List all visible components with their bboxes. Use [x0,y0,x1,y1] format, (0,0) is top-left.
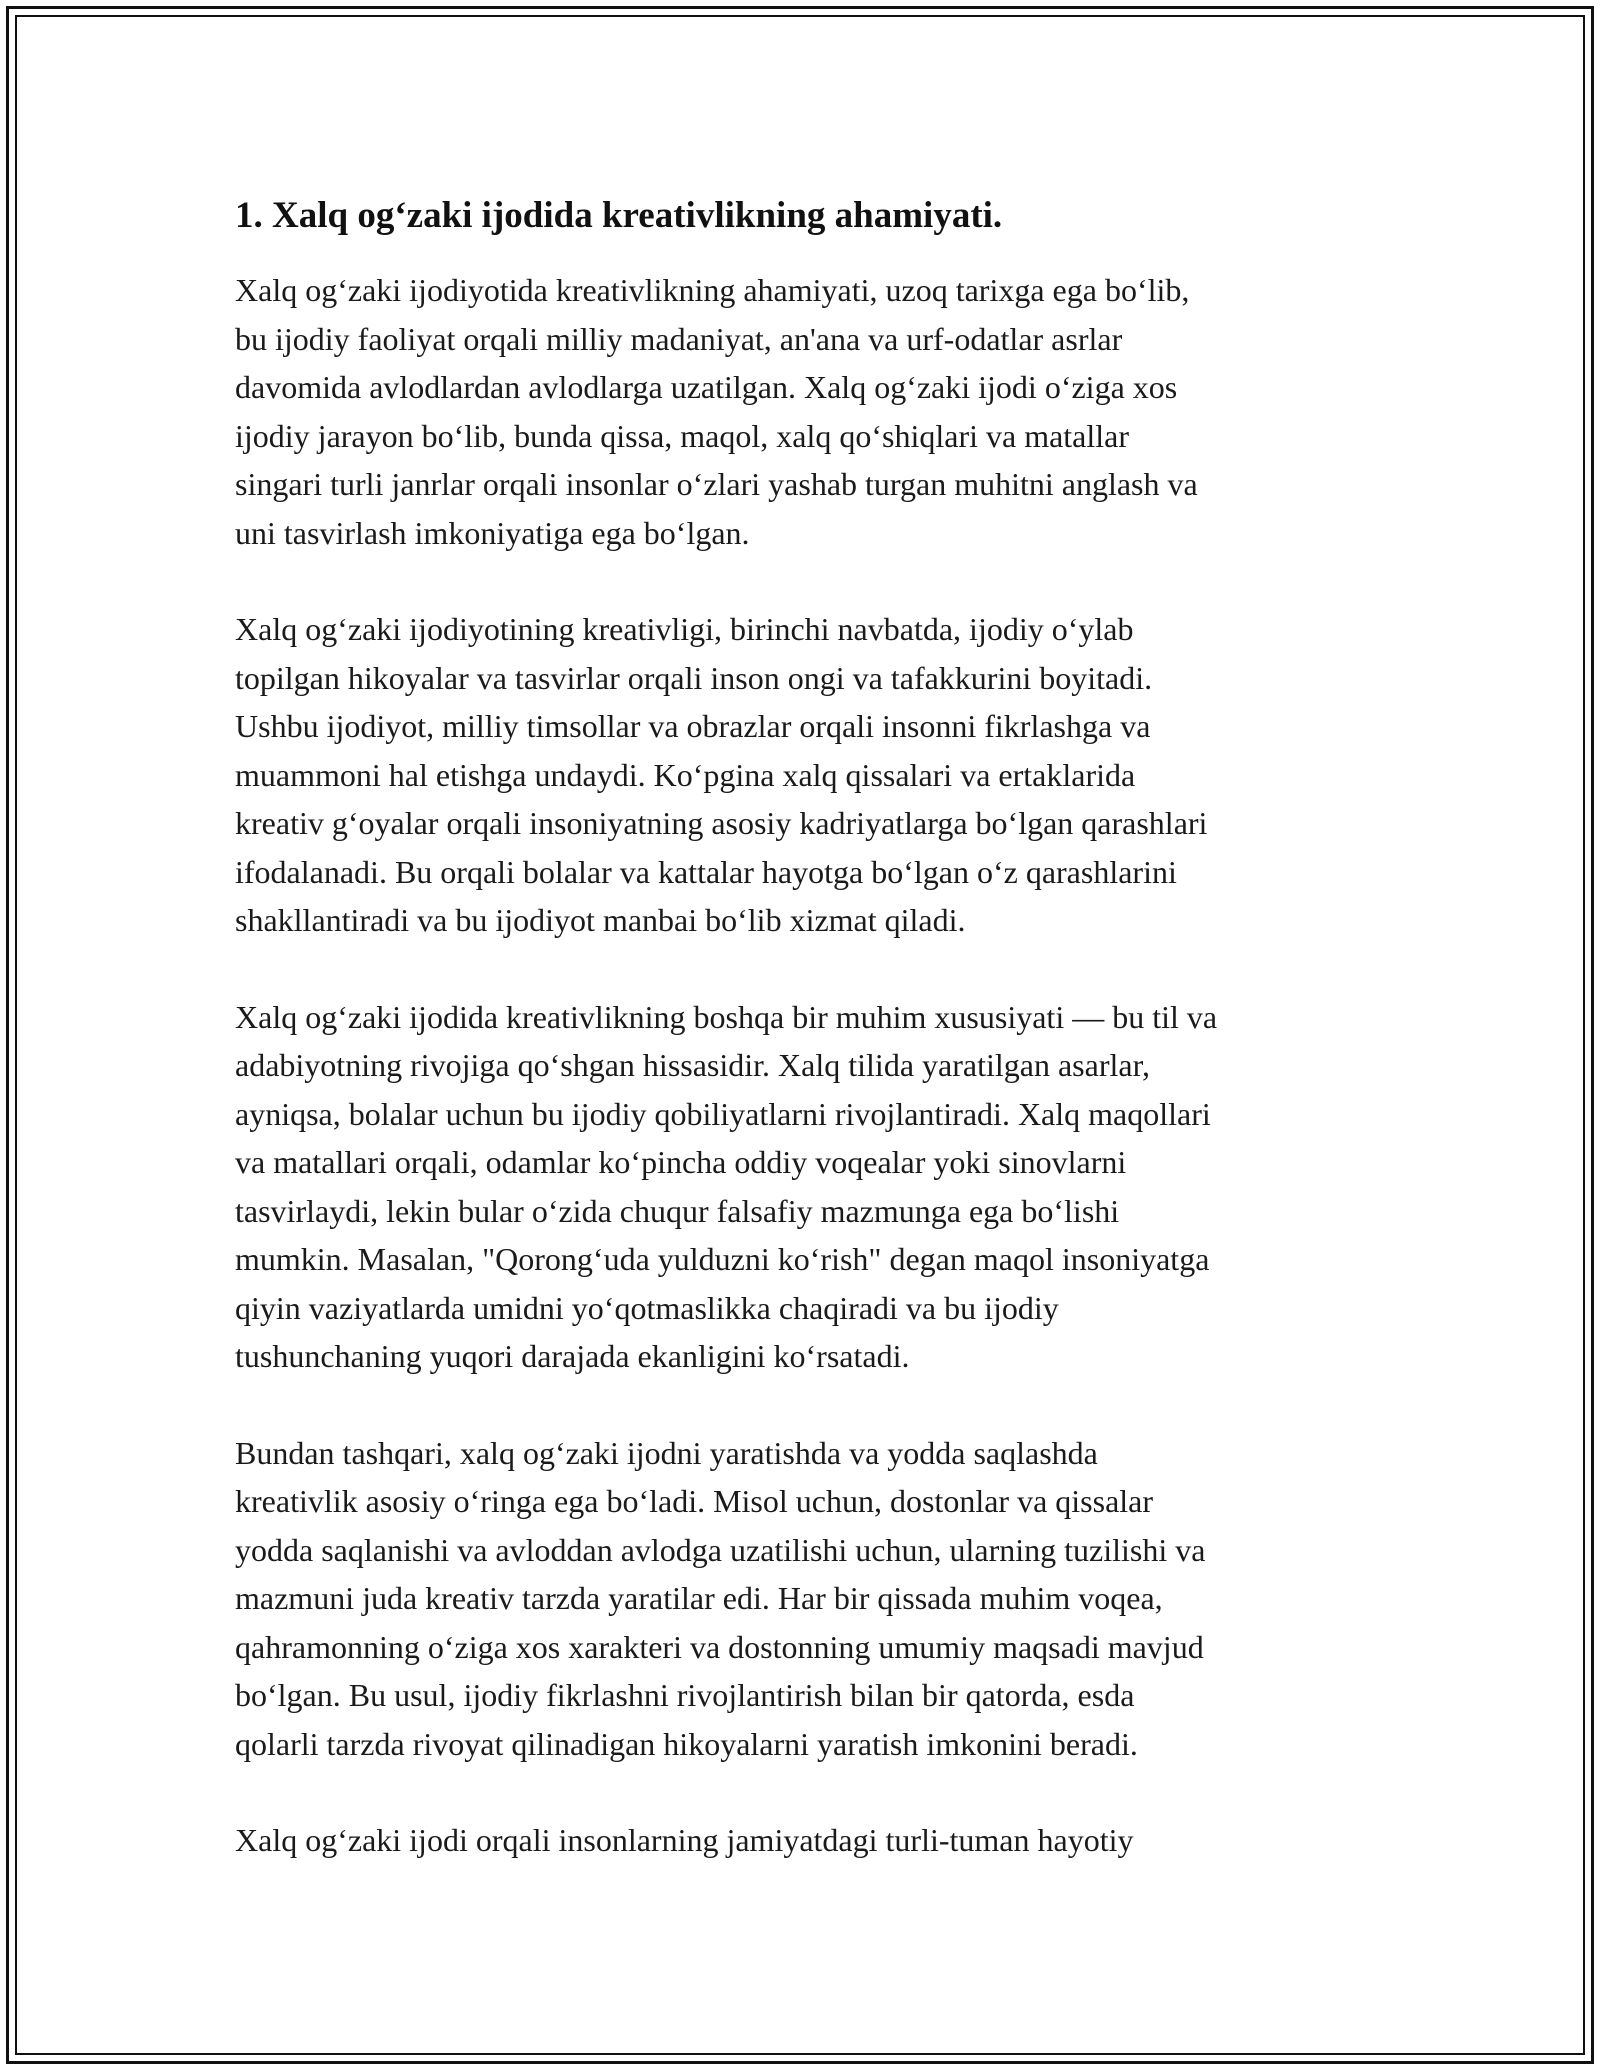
document-body [235,188,1375,1913]
text-line: va matallari orqali, odamlar ko‘pincha oddiy voqealar yoki sinovlarni [235,1144,1127,1180]
text-line: Xalq og‘zaki ijodiyotining kreativligi, birinchi navbatda, ijodiy o‘ylab [235,611,1134,647]
text-line: bu ijodiy faoliyat orqali milliy madaniyat, an'ana va urf-odatlar asrlar [235,320,1123,357]
text-line: qolarli tarzda rivoyat qilinadigan hikoyalarni yaratish imkonini beradi. [235,1725,1138,1762]
text-line: adabiyotning rivojiga qo‘shgan hissasidir. Xalq tilida yaratilgan asarlar, [235,1047,1150,1083]
text-line: qiyin vaziyatlarda umidni yo‘qotmaslikka chaqiradi va bu ijodiy [235,1289,1059,1326]
text-line: Xalq og‘zaki ijodi orqali insonlarning jamiyatdagi turli-tuman hayotiy [235,1822,1134,1858]
text-line: ayniqsa, bolalar uchun bu ijodiy qobiliyatlarni rivojlantiradi. Xalq maqollari [235,1095,1211,1132]
text-line: Xalq og‘zaki ijodiyotida kreativlikning ahamiyati, uzoq tarixga ega bo‘lib, [235,272,1190,308]
paragraph-4 [235,1429,1375,1769]
text-line: kreativ g‘oyalar orqali insoniyatning asosiy kadriyatlarga bo‘lgan qarashlari [235,805,1208,841]
text-line: kreativlik asosiy o‘ringa ega bo‘ladi. Misol uchun, dostonlar va qissalar [235,1483,1154,1519]
text-line: davomida avlodlardan avlodlarga uzatilgan. Xalq og‘zaki ijodi o‘ziga xos [235,369,1178,405]
text-line: tasvirlaydi, lekin bular o‘zida chuqur falsafiy mazmunga ega bo‘lishi [235,1192,1120,1229]
paragraph-2 [235,605,1375,945]
text-line: uni tasvirlash imkoniyatiga ega bo‘lgan. [235,514,750,551]
text-line: mumkin. Masalan, "Qorong‘uda yulduzni ko‘rish" degan maqol insoniyatga [235,1241,1210,1277]
section-heading: 1. Xalq og‘zaki ijodida kreativlikning ahamiyati. [235,195,1003,236]
text-line: shakllantiradi va bu ijodiyot manbai bo‘lib xizmat qiladi. [235,902,966,938]
text-line: ifodalanadi. Bu orqali bolalar va kattalar hayotga bo‘lgan o‘z qarashlarini [235,853,1177,890]
paragraph-5 [235,1816,1375,1865]
text-line: muammoni hal etishga undaydi. Ko‘pgina xalq qissalari va ertaklarida [235,756,1136,793]
paragraph-3 [235,993,1375,1381]
text-line: mazmuni juda kreativ tarzda yaratilar edi. Har bir qissada muhim voqea, [235,1580,1163,1616]
text-line: singari turli janrlar orqali insonlar o‘zlari yashab turgan muhitni anglash va [235,466,1198,502]
text-line: tushunchaning yuqori darajada ekanligini ko‘rsatadi. [235,1338,910,1374]
text-line: yodda saqlanishi va avloddan avlodga uzatilishi uchun, ularning tuzilishi va [235,1531,1206,1568]
text-line: bo‘lgan. Bu usul, ijodiy fikrlashni rivojlantirish bilan bir qatorda, esda [235,1677,1135,1713]
text-line: Xalq og‘zaki ijodida kreativlikning boshqa bir muhim xususiyati — bu til va [235,998,1218,1035]
text-line: topilgan hikoyalar va tasvirlar orqali inson ongi va tafakkurini boyitadi. [235,659,1153,696]
text-line: qahramonning o‘ziga xos xarakteri va dostonning umumiy maqsadi mavjud [235,1628,1204,1665]
text-line: Ushbu ijodiyot, milliy timsollar va obrazlar orqali insonni fikrlashga va [235,708,1151,744]
paragraph-1 [235,266,1375,557]
text-line: Bundan tashqari, xalq og‘zaki ijodni yaratishda va yodda saqlashda [235,1434,1098,1471]
text-line: ijodiy jarayon bo‘lib, bunda qissa, maqol, xalq qo‘shiqlari va matallar [235,417,1130,454]
